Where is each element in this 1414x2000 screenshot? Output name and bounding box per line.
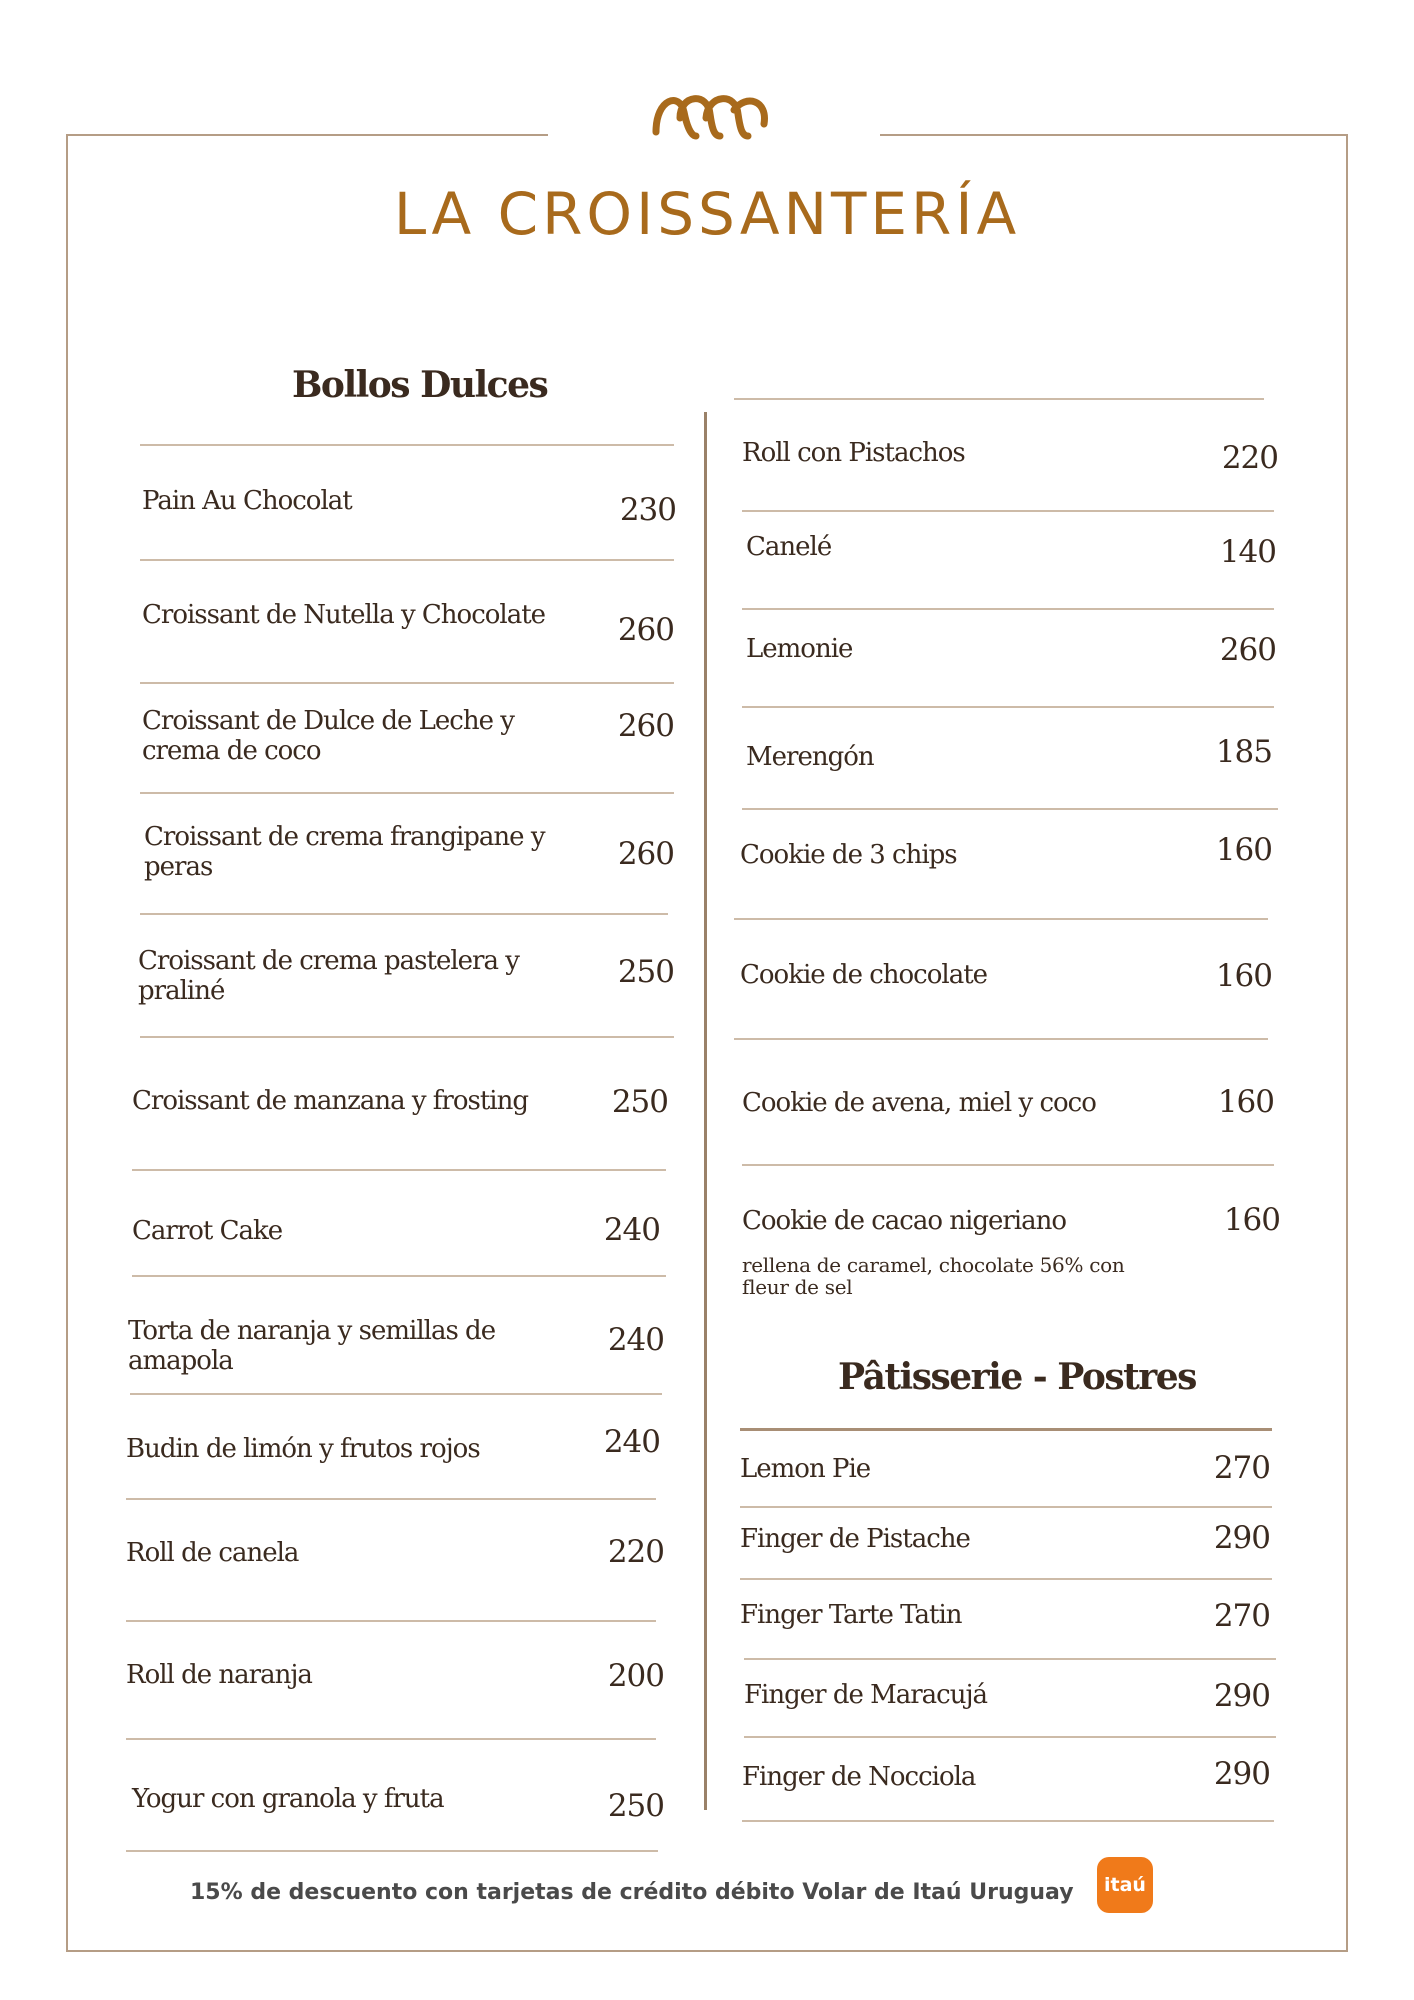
left-item-price: 250 xyxy=(617,954,674,990)
right-item-name: Canelé xyxy=(746,532,832,562)
left-divider xyxy=(140,682,674,684)
left-item-name: Croissant de crema frangipane y peras xyxy=(144,822,545,882)
right-item-price: 140 xyxy=(1219,534,1276,570)
postres-item-name: Finger de Nocciola xyxy=(742,1762,976,1792)
right-item-name: Cookie de avena, miel y coco xyxy=(742,1088,1096,1118)
right-item-price: 185 xyxy=(1215,734,1272,770)
frame-top-left xyxy=(66,134,548,136)
left-item-price: 200 xyxy=(607,1658,664,1694)
postres-divider xyxy=(744,1658,1276,1660)
right-divider xyxy=(742,1164,1274,1166)
left-divider xyxy=(126,1738,656,1740)
postres-item-price: 270 xyxy=(1213,1450,1270,1486)
left-divider xyxy=(130,1393,662,1395)
right-divider xyxy=(742,706,1274,708)
right-item-price: 160 xyxy=(1215,832,1272,868)
left-item-name: Croissant de manzana y frosting xyxy=(132,1086,528,1116)
right-item-price: 160 xyxy=(1223,1202,1280,1238)
left-divider xyxy=(140,913,668,915)
left-item-price: 230 xyxy=(619,492,676,528)
left-item-price: 240 xyxy=(603,1424,660,1460)
left-divider xyxy=(140,1036,674,1038)
right-item-name: Cookie de cacao nigeriano xyxy=(742,1206,1066,1236)
column-divider xyxy=(704,412,707,1810)
left-item-name: Roll de canela xyxy=(126,1538,299,1568)
right-item-price: 160 xyxy=(1217,1084,1274,1120)
section-title-bollos: Bollos Dulces xyxy=(292,364,548,406)
left-divider xyxy=(140,444,674,446)
right-item-name: Merengón xyxy=(746,742,874,772)
left-item-name: Carrot Cake xyxy=(132,1216,283,1246)
left-item-price: 220 xyxy=(607,1534,664,1570)
right-item-name: Lemonie xyxy=(746,634,853,664)
left-divider xyxy=(132,1169,666,1171)
discount-footer: 15% de descuento con tarjetas de crédito débito Volar de Itaú Uruguay xyxy=(190,1880,1074,1905)
right-item-name: Roll con Pistachos xyxy=(742,438,965,468)
right-divider xyxy=(742,608,1274,610)
left-item-price: 250 xyxy=(611,1084,668,1120)
frame-top-right xyxy=(880,134,1348,136)
croissant-logo-icon xyxy=(650,88,770,140)
right-item-name: Cookie de chocolate xyxy=(740,960,988,990)
postres-divider xyxy=(742,1820,1274,1822)
left-item-price: 240 xyxy=(607,1322,664,1358)
right-divider xyxy=(734,398,1264,400)
left-item-price: 260 xyxy=(617,836,674,872)
left-divider xyxy=(132,1275,666,1277)
left-item-name: Budin de limón y frutos rojos xyxy=(126,1434,480,1464)
left-item-name: Croissant de Dulce de Leche y crema de coco xyxy=(142,706,514,766)
right-divider xyxy=(734,918,1268,920)
left-divider xyxy=(140,792,674,794)
left-item-name: Croissant de crema pastelera y praliné xyxy=(138,946,519,1006)
left-divider xyxy=(126,1620,656,1622)
left-item-name: Croissant de Nutella y Chocolate xyxy=(142,600,546,630)
postres-item-name: Finger de Pistache xyxy=(740,1524,970,1554)
left-divider xyxy=(140,559,674,561)
postres-item-price: 290 xyxy=(1213,1756,1270,1792)
postres-divider xyxy=(744,1736,1276,1738)
left-divider xyxy=(126,1498,656,1500)
frame-right xyxy=(1346,134,1348,1952)
itau-logo: itaú xyxy=(1097,1857,1153,1913)
postres-item-price: 270 xyxy=(1213,1598,1270,1634)
left-item-name: Yogur con granola y fruta xyxy=(132,1784,444,1814)
left-item-price: 240 xyxy=(603,1212,660,1248)
right-divider xyxy=(742,510,1274,512)
left-item-price: 260 xyxy=(617,612,674,648)
right-item-price: 220 xyxy=(1221,440,1278,476)
postres-item-name: Finger de Maracujá xyxy=(744,1680,988,1710)
right-item-price: 260 xyxy=(1219,632,1276,668)
left-item-name: Pain Au Chocolat xyxy=(142,486,352,516)
postres-item-price: 290 xyxy=(1213,1520,1270,1556)
left-divider xyxy=(126,1850,658,1852)
frame-bottom xyxy=(66,1950,1348,1952)
postres-divider xyxy=(740,1578,1272,1580)
right-item-name: Cookie de 3 chips xyxy=(740,840,957,870)
right-divider xyxy=(742,808,1278,810)
postres-divider xyxy=(740,1506,1272,1508)
left-item-name: Torta de naranja y semillas de amapola xyxy=(128,1316,496,1376)
postres-divider-top xyxy=(740,1428,1272,1431)
right-item-description: rellena de caramel, chocolate 56% con fleur de sel xyxy=(742,1253,1125,1299)
left-item-price: 250 xyxy=(607,1788,664,1824)
frame-left xyxy=(66,134,68,1952)
postres-item-price: 290 xyxy=(1213,1678,1270,1714)
right-divider xyxy=(734,1038,1268,1040)
section-title-postres: Pâtisserie - Postres xyxy=(838,1356,1196,1398)
brand-title: LA CROISSANTERÍA xyxy=(393,180,1021,248)
postres-item-name: Lemon Pie xyxy=(740,1454,871,1484)
left-item-name: Roll de naranja xyxy=(126,1660,312,1690)
postres-item-name: Finger Tarte Tatin xyxy=(740,1600,962,1630)
right-item-price: 160 xyxy=(1215,958,1272,994)
left-item-price: 260 xyxy=(617,708,674,744)
